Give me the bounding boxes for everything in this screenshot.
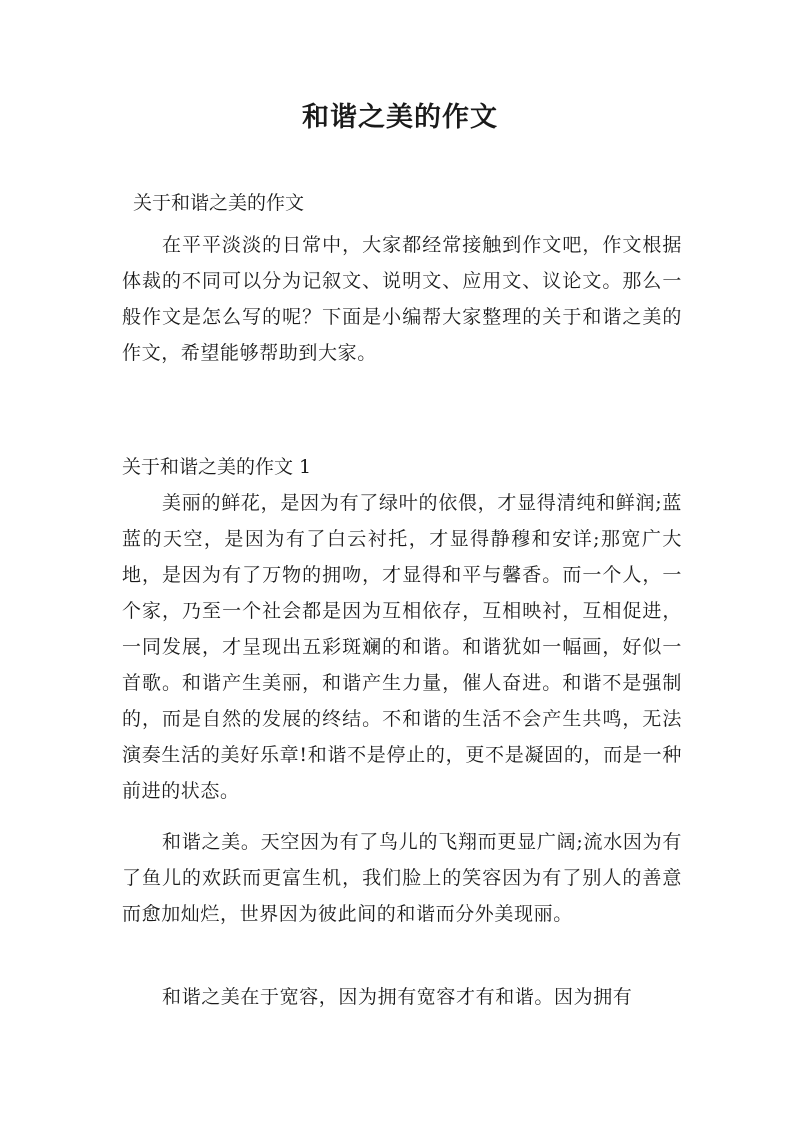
body-paragraph-2: 和谐之美。天空因为有了鸟儿的飞翔而更显广阔;流水因为有了鱼儿的欢跃而更富生机，我们脸上的笑容因为有了别人的善意而愈加灿烂，世界因为彼此间的和谐而分外美现丽。 [122,831,682,925]
subheading: 关于和谐之美的作文 [133,192,305,214]
section-title: 关于和谐之美的作文 1 [122,456,312,478]
document-title: 和谐之美的作文 [302,102,498,133]
body-paragraph-3: 和谐之美在于宽容，因为拥有宽容才有和谐。因为拥有 [162,986,633,1008]
intro-paragraph: 在平平淡淡的日常中，大家都经常接触到作文吧，作文根据体裁的不同可以分为记叙文、说明文、应用文、议论文。那么一般作文是怎么写的呢？下面是小编帮大家整理的关于和谐之美的作文，希望能够帮助到大家。 [122,234,682,364]
body-paragraph-1: 美丽的鲜花，是因为有了绿叶的依偎，才显得清纯和鲜润;蓝蓝的天空，是因为有了白云衬托，才显得静穆和安详;那宽广大地，是因为有了万物的拥吻，才显得和平与馨香。而一个人，一个家，乃至一个社会都是因为互相依存，互相映衬，互相促进，一同发展，才呈现出五彩斑斓的和谐。和谐犹如一幅画，好似一首歌。和谐产生美丽，和谐产生力量，催人奋进。和谐不是强制的，而是自然的发展的终结。不和谐的生活不会产生共鸣，无法演奏生活的美好乐章!和谐不是停止的，更不是凝固的，而是一种前进的状态。 [122,492,682,802]
